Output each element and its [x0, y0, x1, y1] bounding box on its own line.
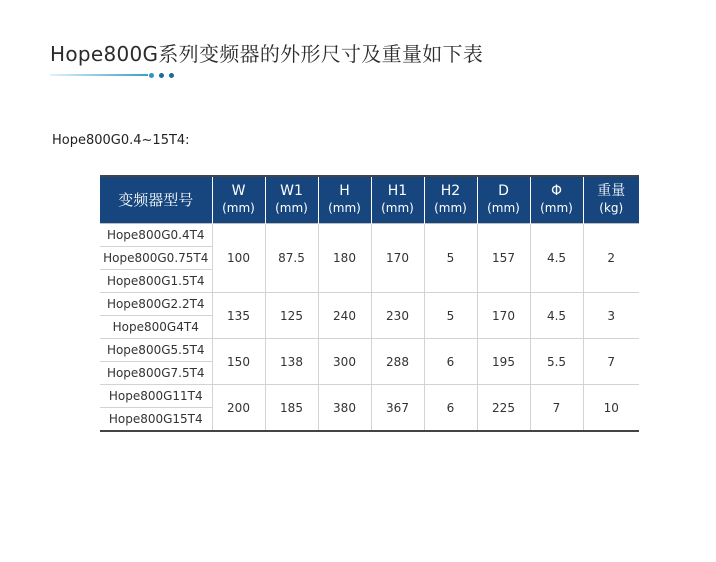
- title-dot: [159, 73, 164, 78]
- table-row: [100, 293, 639, 316]
- h1-cell: 230: [371, 293, 424, 339]
- w-cell: 135: [212, 293, 265, 339]
- w-cell: 100: [212, 224, 265, 293]
- header-h2: H2 (mm): [424, 176, 477, 224]
- h-cell: 300: [318, 339, 371, 385]
- phi-cell: 7: [530, 385, 583, 432]
- h1-cell: 170: [371, 224, 424, 293]
- w1-cell: 87.5: [265, 224, 318, 293]
- h1-cell: 367: [371, 385, 424, 432]
- title-underline: [50, 74, 148, 76]
- header-phi: Φ (mm): [530, 176, 583, 224]
- phi-cell: 4.5: [530, 224, 583, 293]
- header-model: 变频器型号: [100, 176, 212, 224]
- header-w1: W1 (mm): [265, 176, 318, 224]
- w1-cell: 185: [265, 385, 318, 432]
- d-cell: 195: [477, 339, 530, 385]
- phi-cell: 5.5: [530, 339, 583, 385]
- dimensions-table: [100, 175, 639, 432]
- model-cell: Hope800G0.4T4: [100, 224, 212, 247]
- phi-cell: 4.5: [530, 293, 583, 339]
- header-w: W (mm): [212, 176, 265, 224]
- model-cell: Hope800G5.5T4: [100, 339, 212, 362]
- w-cell: 200: [212, 385, 265, 432]
- header-h1: H1 (mm): [371, 176, 424, 224]
- table-row: [100, 385, 639, 408]
- h-cell: 240: [318, 293, 371, 339]
- h1-cell: 288: [371, 339, 424, 385]
- w1-cell: 125: [265, 293, 318, 339]
- weight-cell: 7: [583, 339, 639, 385]
- h-cell: 380: [318, 385, 371, 432]
- table-header-row: [100, 176, 639, 224]
- model-cell: Hope800G7.5T4: [100, 362, 212, 385]
- title-dot: [149, 73, 154, 78]
- page-title: Hope800G系列变频器的外形尺寸及重量如下表: [50, 42, 484, 66]
- h2-cell: 6: [424, 339, 477, 385]
- weight-cell: 10: [583, 385, 639, 432]
- d-cell: 157: [477, 224, 530, 293]
- d-cell: 170: [477, 293, 530, 339]
- w-cell: 150: [212, 339, 265, 385]
- header-h: H (mm): [318, 176, 371, 224]
- header-weight: 重量 (kg): [583, 176, 639, 224]
- weight-cell: 2: [583, 224, 639, 293]
- h-cell: 180: [318, 224, 371, 293]
- model-cell: Hope800G11T4: [100, 385, 212, 408]
- model-cell: Hope800G1.5T4: [100, 270, 212, 293]
- model-cell: Hope800G0.75T4: [100, 247, 212, 270]
- d-cell: 225: [477, 385, 530, 432]
- h2-cell: 5: [424, 293, 477, 339]
- title-dot: [169, 73, 174, 78]
- model-cell: Hope800G4T4: [100, 316, 212, 339]
- w1-cell: 138: [265, 339, 318, 385]
- model-cell: Hope800G15T4: [100, 408, 212, 432]
- model-cell: Hope800G2.2T4: [100, 293, 212, 316]
- table-row: [100, 339, 639, 362]
- weight-cell: 3: [583, 293, 639, 339]
- table-row: [100, 224, 639, 247]
- section-caption: Hope800G0.4~15T4:: [52, 133, 190, 148]
- header-d: D (mm): [477, 176, 530, 224]
- h2-cell: 5: [424, 224, 477, 293]
- h2-cell: 6: [424, 385, 477, 432]
